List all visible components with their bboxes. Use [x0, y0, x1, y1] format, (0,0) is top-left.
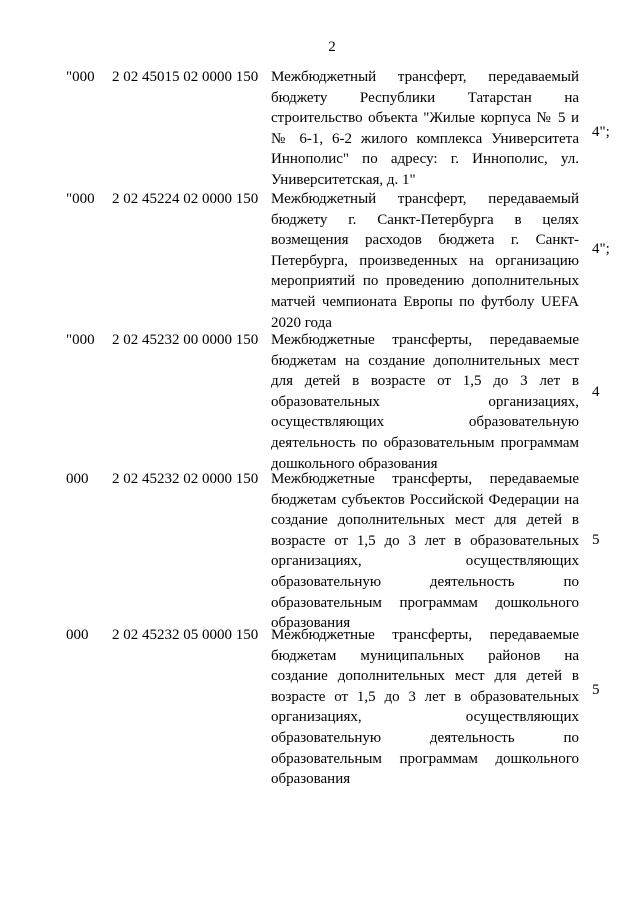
row-value: 4"; [592, 241, 610, 257]
row-value: 4"; [592, 124, 610, 140]
row-value: 5 [592, 682, 600, 698]
budget-classification-code: 2 02 45232 00 0000 150 [112, 332, 259, 348]
revenue-description: Межбюджетный трансферт, передаваемый бюджету г. Санкт-Петербурга в целях возмещения расходов бюджета г. Санкт-Петербурга, произведенных на организацию мероприятий по проведению дополнительных матчей чемпионата Европы по футболу UEFA 2020 года [271, 191, 579, 331]
admin-code: "000 [66, 191, 95, 207]
row-value: 4 [592, 384, 600, 400]
page-number: 2 [328, 39, 336, 55]
budget-classification-code: 2 02 45232 02 0000 150 [112, 471, 259, 487]
revenue-description: Межбюджетные трансферты, передаваемые бюджетам субъектов Российской Федерации на создание дополнительных мест для детей в возрасте от 1,5 до 3 лет в образовательных организациях, осуществляющих образовательную деятельность по образовательным программам дошкольного образования [271, 471, 579, 632]
revenue-description: Межбюджетный трансферт, передаваемый бюджету Республики Татарстан на строительство объекта "Жилые корпуса № 5 и № 6-1, 6-2 жилого комплекса Университета Иннополис" по адресу: г. Иннополис, ул. Университетская, д. 1" [271, 69, 579, 188]
admin-code: "000 [66, 332, 95, 348]
budget-classification-code: 2 02 45232 05 0000 150 [112, 627, 259, 643]
budget-classification-code: 2 02 45015 02 0000 150 [112, 69, 259, 85]
revenue-description: Межбюджетные трансферты, передаваемые бюджетам на создание дополнительных мест для детей в возрасте от 1,5 до 3 лет в образовательных организациях, осуществляющих образовательную деятельность по образовательным программам дошкольного образования [271, 332, 579, 472]
admin-code: 000 [66, 627, 89, 643]
admin-code: "000 [66, 69, 95, 85]
budget-classification-code: 2 02 45224 02 0000 150 [112, 191, 259, 207]
revenue-description: Межбюджетные трансферты, передаваемые бюджетам муниципальных районов на создание дополнительных мест для детей в возрасте от 1,5 до 3 лет в образовательных организациях, осуществляющих образовательную деятельность по образовательным программам дошкольного образования [271, 627, 579, 788]
admin-code: 000 [66, 471, 89, 487]
row-value: 5 [592, 532, 600, 548]
